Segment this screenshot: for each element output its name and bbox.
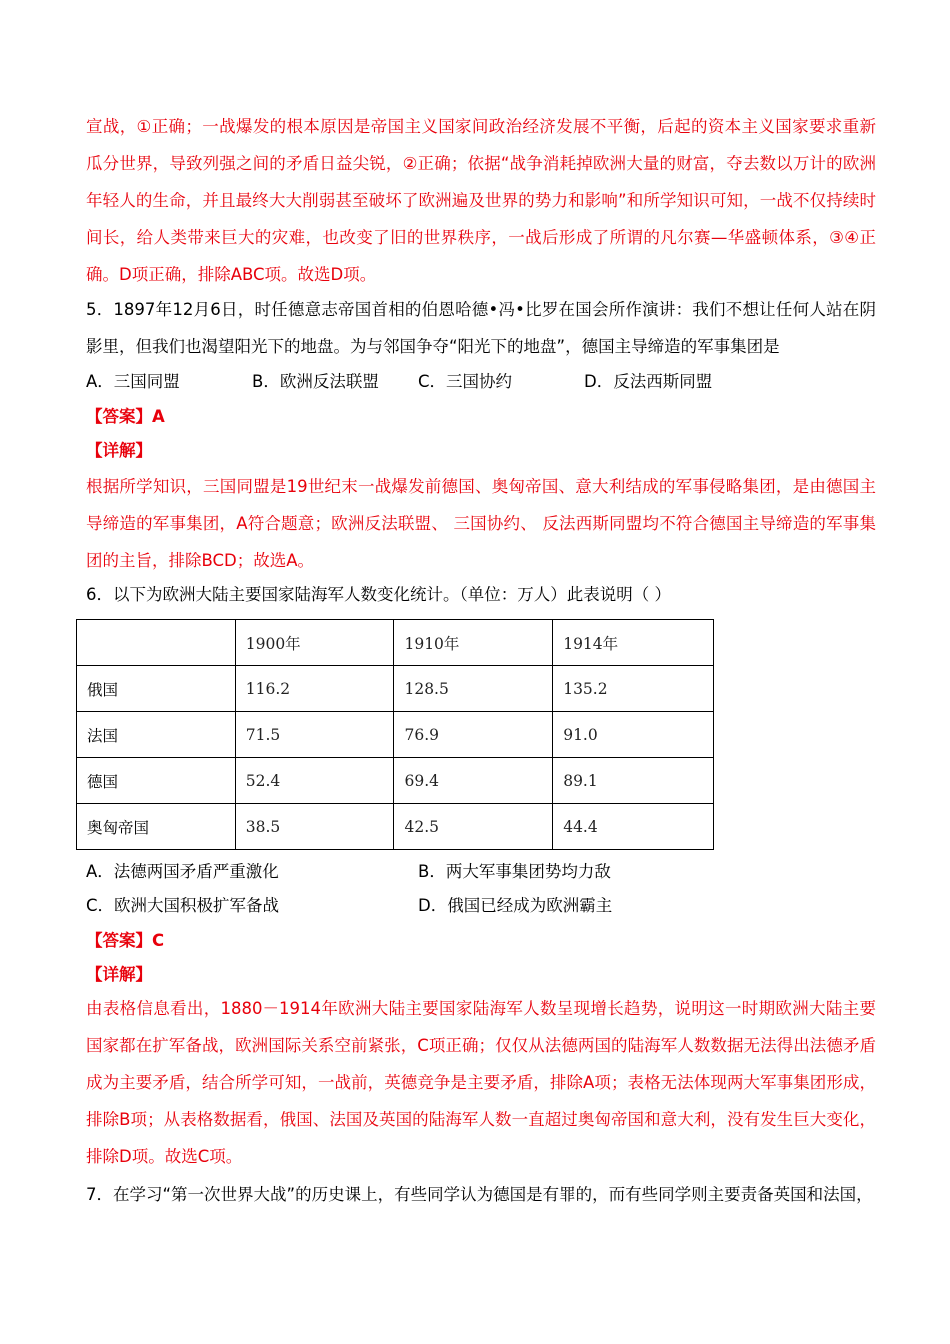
q6-option-a: A．法德两国矛盾严重激化 (86, 862, 279, 881)
table-cell: 71.5 (235, 712, 394, 758)
table-row (77, 666, 714, 712)
table-cell-country: 德国 (77, 758, 236, 804)
q6-explanation: 由表格信息看出，1880－1914年欧洲大陆主要国家陆海军人数呈现增长趋势，说明这一时期欧洲大陆主要国家都在扩军备战，欧洲国际关系空前紧张，C项正确；仅仅从法德两国的陆海军人数数据无法得出法德矛盾成为主要矛盾，结合所学可知，一战前，英德竞争是主要矛盾，排除A项；表格无法体现两大军事集团形成，排除B项；从表格数据看，俄国、法国及英国的陆海军人数一直超过奥匈帝国和意大利，没有发生巨大变化，排除D项。故选C项。 (86, 999, 876, 1166)
table-row (77, 712, 714, 758)
q6-option-c: C．欧洲大国积极扩军备战 (86, 896, 280, 915)
table-row (77, 758, 714, 804)
q6-option-b: B．两大军事集团势均力敌 (418, 862, 611, 881)
table-header-cell (77, 620, 236, 666)
q6-option-d: D．俄国已经成为欧洲霸主 (418, 896, 613, 915)
table-cell: 116.2 (235, 666, 394, 712)
table-cell-country: 俄国 (77, 666, 236, 712)
q6-detail-label: 【详解】 (86, 965, 152, 984)
table-cell: 44.4 (553, 804, 714, 850)
q6-answer: 【答案】C (86, 931, 165, 950)
table-cell: 38.5 (235, 804, 394, 850)
q6-stem: 6．以下为欧洲大陆主要国家陆海军人数变化统计。（单位：万人）此表说明（ ） (86, 585, 671, 604)
table-cell: 42.5 (394, 804, 553, 850)
army-size-table (76, 619, 714, 850)
table-row (77, 804, 714, 850)
q7-stem: 7．在学习“第一次世界大战”的历史课上，有些同学认为德国是有罪的，而有些同学则主要责备英国和法国， (86, 1185, 873, 1204)
table-cell-country: 奥匈帝国 (77, 804, 236, 850)
q5-stem: 5．1897年12月6日，时任德意志帝国首相的伯恩哈德•冯•比罗在国会所作演讲：我们不想让任何人站在阴影里，但我们也渴望阳光下的地盘。为与邻国争夺“阳光下的地盘”，德国主导缔造的军事集团是 (86, 300, 876, 356)
table-cell: 91.0 (553, 712, 714, 758)
q5-explanation: 根据所学知识，三国同盟是19世纪末一战爆发前德国、奥匈帝国、意大利结成的军事侵略集团，是由德国主导缔造的军事集团，A符合题意；欧洲反法联盟、 三国协约、 反法西斯同盟均不符合德国主导缔造的军事集团的主旨，排除BCD；故选A。 (86, 477, 876, 570)
table-cell: 69.4 (394, 758, 553, 804)
q5-option-b: B．欧洲反法联盟 (252, 372, 379, 391)
table-header-cell: 1900年 (235, 620, 394, 666)
table-cell: 135.2 (553, 666, 714, 712)
q5-option-c: C．三国协约 (418, 372, 513, 391)
q5-detail-label: 【详解】 (86, 441, 152, 460)
q5-option-a: A．三国同盟 (86, 372, 180, 391)
table-cell-country: 法国 (77, 712, 236, 758)
table-cell: 89.1 (553, 758, 714, 804)
q5-answer: 【答案】A (86, 407, 165, 426)
q5-option-d: D．反法西斯同盟 (584, 372, 713, 391)
table-cell: 128.5 (394, 666, 553, 712)
table-header-row (77, 620, 714, 666)
table-header-cell: 1914年 (553, 620, 714, 666)
table-cell: 76.9 (394, 712, 553, 758)
table-header-cell: 1910年 (394, 620, 553, 666)
table-cell: 52.4 (235, 758, 394, 804)
q4-explanation: 宣战，①正确；一战爆发的根本原因是帝国主义国家间政治经济发展不平衡，后起的资本主义国家要求重新瓜分世界，导致列强之间的矛盾日益尖锐，②正确；依据“战争消耗掉欧洲大量的财富，夺去数以万计的欧洲年轻人的生命，并且最终大大削弱甚至破坏了欧洲遍及世界的势力和影响”和所学知识可知，一战不仅持续时间长，给人类带来巨大的灾难，也改变了旧的世界秩序，一战后形成了所谓的凡尔赛—华盛顿体系，③④正确。D项正确，排除ABC项。故选D项。 (86, 117, 876, 284)
